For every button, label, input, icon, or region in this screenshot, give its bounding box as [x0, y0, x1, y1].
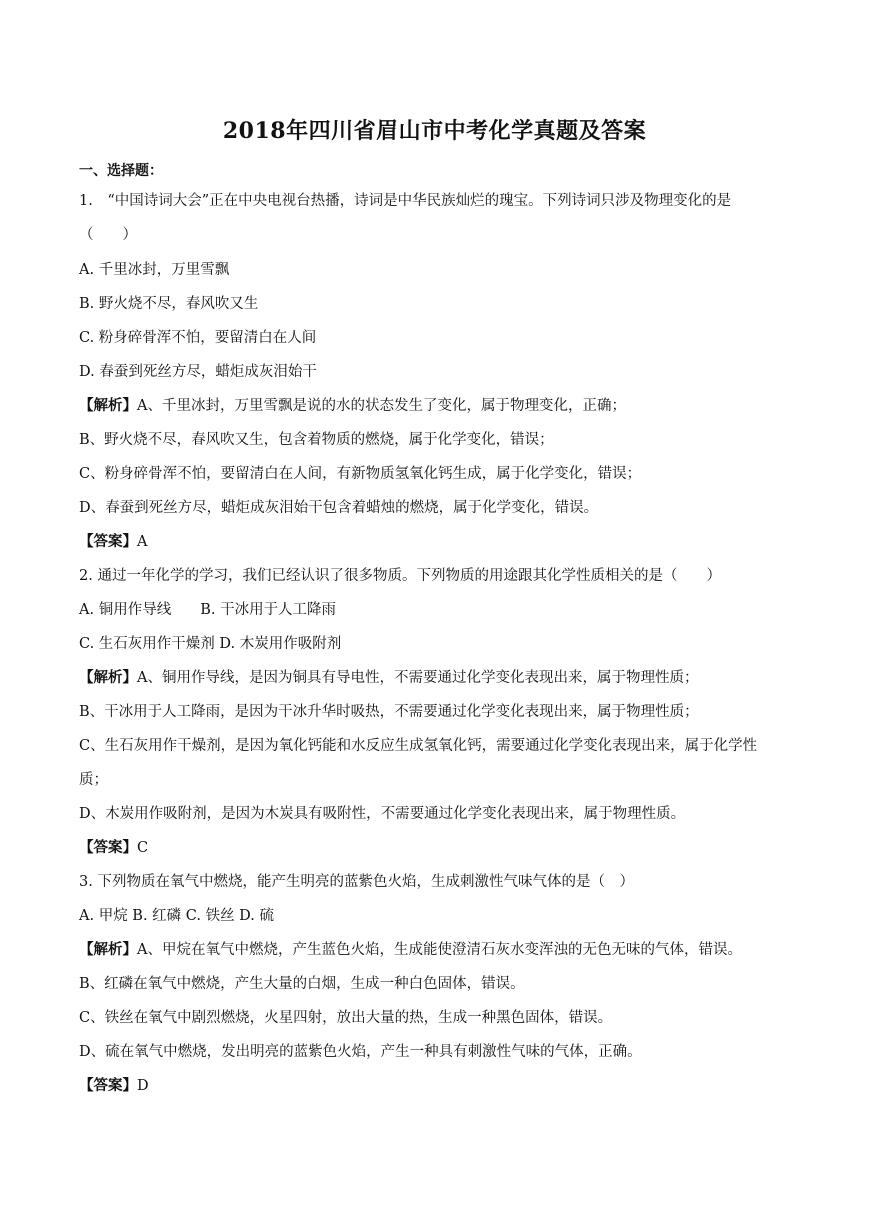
answer-value: C	[137, 840, 149, 856]
question-1-answer	[79, 532, 147, 552]
section-heading: 一、选择题：	[79, 163, 163, 179]
question-3-analysis-a	[79, 940, 742, 960]
analysis-text: A、铜用作导线，是因为铜具有导电性，不需要通过化学变化表现出来，属于物理性质；	[137, 670, 699, 686]
answer-value: A	[137, 534, 148, 550]
answer-tag: 【答案】	[79, 839, 137, 856]
question-2-options-ab: A. 铜用作导线 B. 干冰用于人工降雨	[79, 602, 337, 618]
question-1-option-b: B. 野火烧不尽，春风吹又生	[79, 296, 259, 312]
answer-tag: 【答案】	[79, 1077, 137, 1094]
question-3-analysis-d: D、硫在氧气中燃烧，发出明亮的蓝紫色火焰，产生一种具有刺激性气味的气体，正确。	[79, 1044, 642, 1060]
question-2-stem: 2. 通过一年化学的学习，我们已经认识了很多物质。下列物质的用途跟其化学性质相关的是（ ）	[79, 568, 721, 584]
question-3-answer	[79, 1076, 149, 1096]
question-2-analysis-c-cont: 质；	[79, 772, 108, 788]
question-2-answer	[79, 838, 148, 858]
analysis-tag: 【解析】	[79, 397, 137, 414]
question-2-analysis-c: C、生石灰用作干燥剂，是因为氧化钙能和水反应生成氢氧化钙，需要通过化学变化表现出来，属于化学性	[79, 738, 758, 754]
analysis-tag: 【解析】	[79, 941, 137, 958]
question-3-analysis-b: B、红磷在氧气中燃烧，产生大量的白烟，生成一种白色固体，错误。	[79, 976, 525, 992]
question-2-analysis-d: D、木炭用作吸附剂，是因为木炭具有吸附性，不需要通过化学变化表现出来，属于物理性质。	[79, 806, 686, 822]
answer-value: D	[137, 1078, 149, 1094]
question-2-analysis-b: B、干冰用于人工降雨，是因为干冰升华时吸热，不需要通过化学变化表现出来，属于物理性质；	[79, 704, 699, 720]
question-1-analysis-b: B、野火烧不尽，春风吹又生，包含着物质的燃烧，属于化学变化，错误；	[79, 432, 554, 448]
question-2-options-cd: C. 生石灰用作干燥剂 D. 木炭用作吸附剂	[79, 636, 342, 652]
question-3-analysis-c: C、铁丝在氧气中剧烈燃烧，火星四射，放出大量的热，生成一种黑色固体，错误。	[79, 1010, 613, 1026]
question-1-option-c: C. 粉身碎骨浑不怕，要留清白在人间	[79, 330, 317, 346]
answer-tag: 【答案】	[79, 533, 137, 550]
question-1-stem: 1. “中国诗词大会”正在中央电视台热播，诗词是中华民族灿烂的瑰宝。下列诗词只涉及物理变化的是	[79, 193, 732, 209]
analysis-text: A、千里冰封，万里雪飘是说的水的状态发生了变化，属于物理变化，正确；	[137, 398, 626, 414]
question-1-option-a: A. 千里冰封，万里雪飘	[79, 262, 230, 278]
question-1-option-d: D. 春蚕到死丝方尽，蜡炬成灰泪始干	[79, 364, 317, 380]
question-1-blank: （ ）	[79, 227, 137, 243]
analysis-tag: 【解析】	[79, 669, 137, 686]
question-3-options: A. 甲烷 B. 红磷 C. 铁丝 D. 硫	[79, 908, 275, 924]
question-1-analysis-c: C、粉身碎骨浑不怕，要留清白在人间，有新物质氢氧化钙生成，属于化学变化，错误；	[79, 466, 642, 482]
question-3-stem: 3. 下列物质在氧气中燃烧，能产生明亮的蓝紫色火焰，生成刺激性气味气体的是（ ）	[79, 874, 634, 890]
analysis-text: A、甲烷在氧气中燃烧，产生蓝色火焰，生成能使澄清石灰水变浑浊的无色无味的气体，错误。	[137, 942, 742, 958]
question-1-analysis-d: D、春蚕到死丝方尽，蜡炬成灰泪始干包含着蜡烛的燃烧，属于化学变化，错误。	[79, 500, 599, 516]
question-1-analysis-a	[79, 396, 626, 416]
question-2-analysis-a	[79, 668, 698, 688]
page-title: 2018年四川省眉山市中考化学真题及答案	[222, 118, 647, 144]
